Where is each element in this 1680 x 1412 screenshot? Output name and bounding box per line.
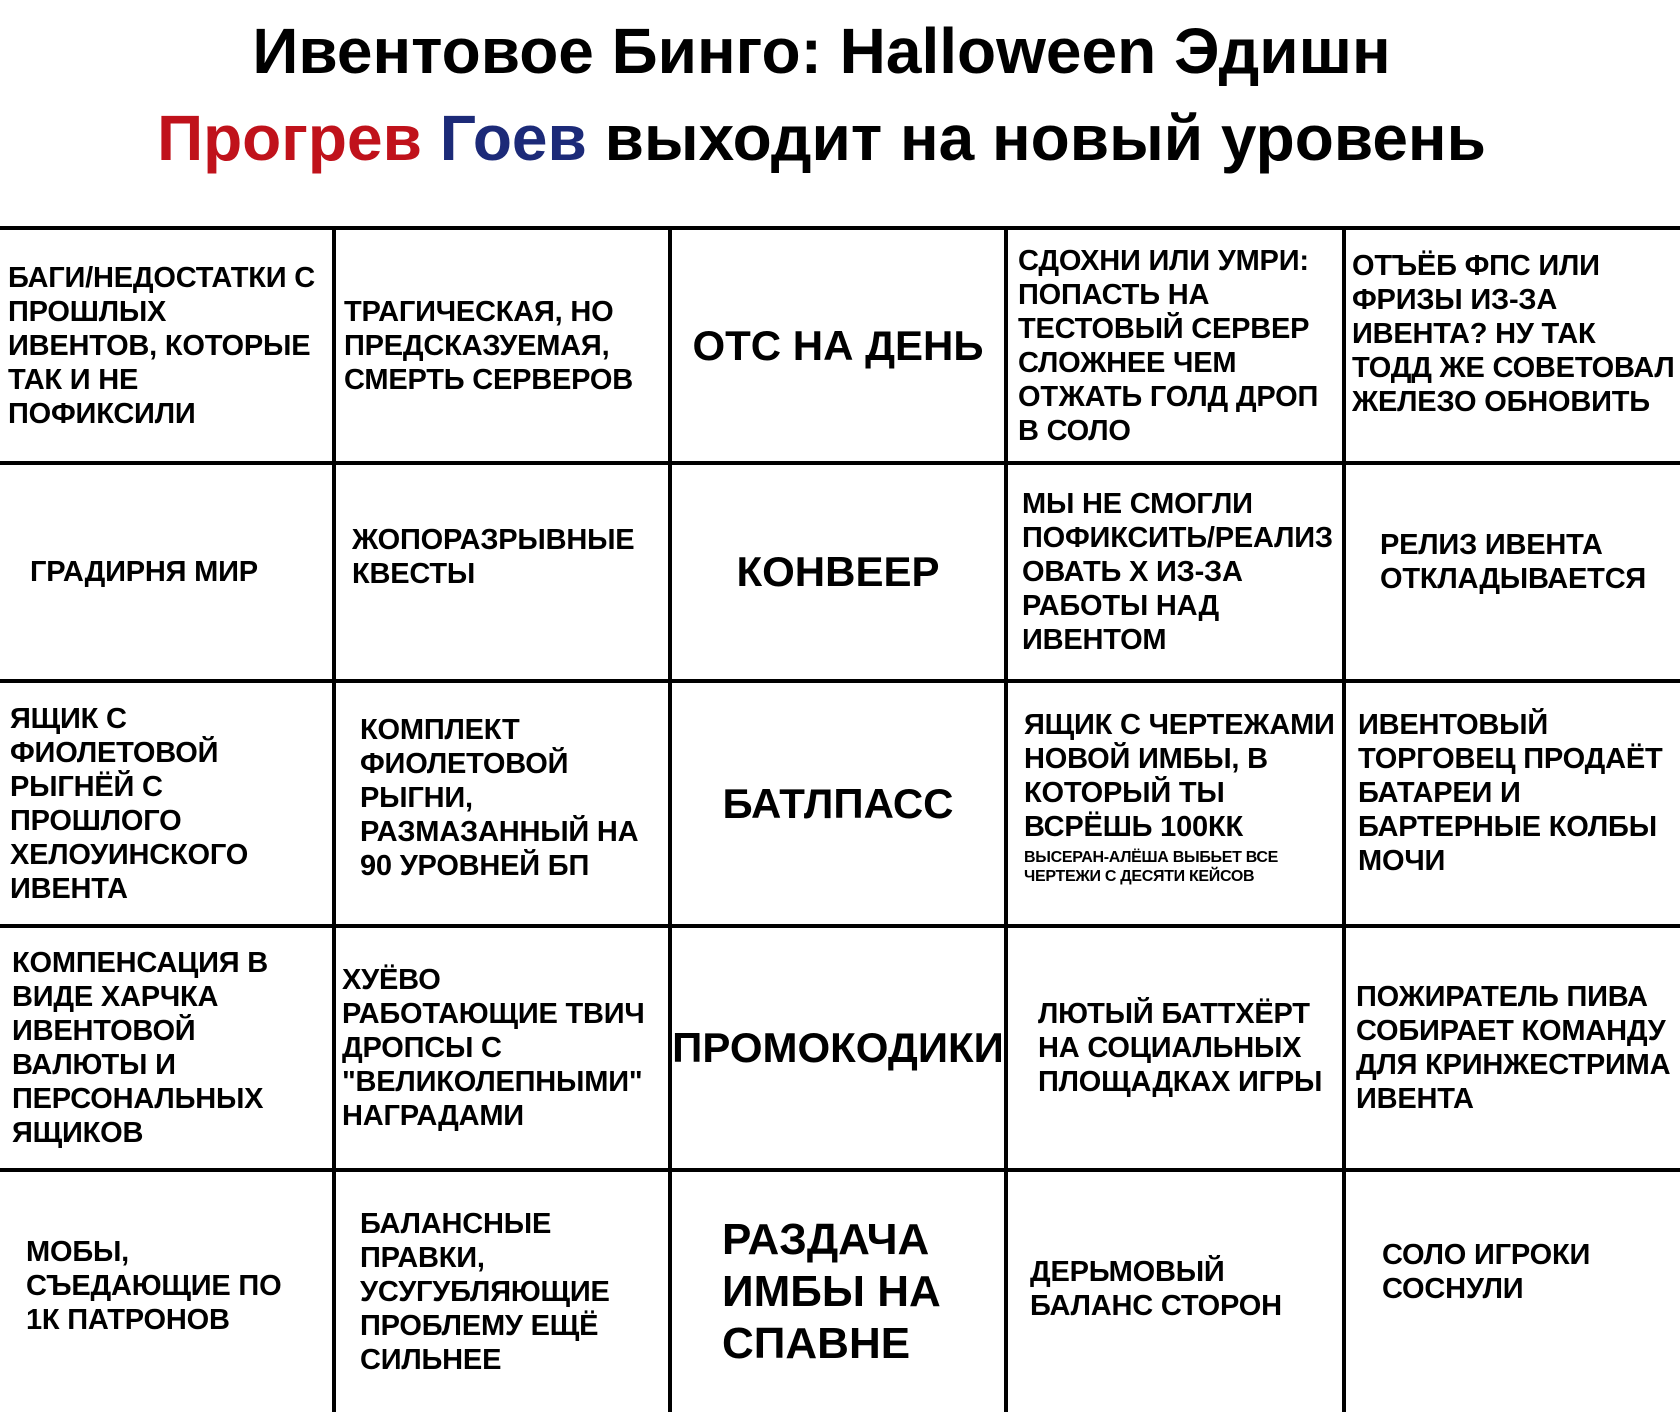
- bingo-cell: [1008, 230, 1346, 461]
- bingo-cell: [1346, 683, 1680, 924]
- bingo-cell: [1008, 465, 1346, 679]
- bingo-cell-text: МЫ НЕ СМОГЛИ ПОФИКСИТЬ/РЕАЛИЗ ОВАТЬ X ИЗ-ЗА РАБОТЫ НАД ИВЕНТОМ: [1022, 488, 1333, 656]
- bingo-cell-text: БАЛАНСНЫЕ ПРАВКИ, УСУГУБЛЯЮЩИЕ ПРОБЛЕМУ ЕЩЁ СИЛЬНЕЕ: [360, 1208, 610, 1376]
- bingo-cell: [0, 230, 336, 461]
- subtitle-rest: выходит на новый уровень: [604, 102, 1486, 174]
- bingo-cell: [1008, 928, 1346, 1168]
- bingo-cell: [672, 230, 1008, 461]
- bingo-cell: [0, 683, 336, 924]
- bingo-cell-text: ДЕРЬМОВЫЙ БАЛАНС СТОРОН: [1030, 1256, 1282, 1322]
- bingo-cell: [1346, 465, 1680, 679]
- bingo-cell-note: ВЫСЕРАН-АЛЁША ВЫБЬЕТ ВСЕ ЧЕРТЕЖИ С ДЕСЯТИ КЕЙСОВ: [1024, 848, 1278, 885]
- bingo-cell-text: ОТЪЁБ ФПС ИЛИ ФРИЗЫ ИЗ-ЗА ИВЕНТА? НУ ТАК ТОДД ЖЕ СОВЕТОВАЛ ЖЕЛЕЗО ОБНОВИТЬ: [1352, 249, 1675, 418]
- bingo-cell: [336, 683, 672, 924]
- bingo-cell: [0, 928, 336, 1168]
- bingo-cell-text: ЯЩИК С ЧЕРТЕЖАМИ НОВОЙ ИМБЫ, В КОТОРЫЙ ТЫ ВСРЁШЬ 100КК: [1024, 708, 1335, 843]
- bingo-cell: [1008, 1172, 1346, 1412]
- bingo-cell-text: РЕЛИЗ ИВЕНТА ОТКЛАДЫВАЕТСЯ: [1380, 529, 1647, 595]
- bingo-cell-text: МОБЫ, СЪЕДАЮЩИЕ ПО 1К ПАТРОНОВ: [26, 1236, 282, 1336]
- bingo-cell: [336, 465, 672, 679]
- bingo-cell-text: БАГИ/НЕДОСТАТКИ С ПРОШЛЫХ ИВЕНТОВ, КОТОРЫЕ ТАК И НЕ ПОФИКСИЛИ: [8, 261, 315, 430]
- bingo-cell: [336, 928, 672, 1168]
- bingo-cell: [672, 928, 1008, 1168]
- bingo-cell: [336, 1172, 672, 1412]
- bingo-cell-text: ЯЩИК С ФИОЛЕТОВОЙ РЫГНЁЙ С ПРОШЛОГО ХЕЛОУИНСКОГО ИВЕНТА: [10, 702, 249, 905]
- bingo-cell-text: БАТЛПАСС: [722, 779, 954, 827]
- bingo-row: [0, 230, 1680, 465]
- bingo-cell: [1346, 230, 1680, 461]
- bingo-grid: [0, 226, 1680, 1408]
- bingo-cell-text: РАЗДАЧА ИМБЫ НА СПАВНЕ: [722, 1215, 941, 1368]
- bingo-cell-text: ЛЮТЫЙ БАТТХЁРТ НА СОЦИАЛЬНЫХ ПЛОЩАДКАХ ИГРЫ: [1038, 998, 1323, 1098]
- bingo-row: [0, 928, 1680, 1172]
- bingo-cell-text: СОЛО ИГРОКИ СОСНУЛИ: [1382, 1239, 1591, 1305]
- bingo-row: [0, 683, 1680, 928]
- bingo-cell-text: КОМПЛЕКТ ФИОЛЕТОВОЙ РЫГНИ, РАЗМАЗАННЫЙ НА 90 УРОВНЕЙ БП: [360, 713, 639, 882]
- subtitle-word-red: Прогрев: [157, 102, 422, 174]
- bingo-cell: [336, 230, 672, 461]
- bingo-cell-text: ХУЁВО РАБОТАЮЩИЕ ТВИЧ ДРОПСЫ С "ВЕЛИКОЛЕПНЫМИ" НАГРАДАМИ: [342, 964, 645, 1132]
- bingo-cell-text: ОТС НА ДЕНЬ: [692, 321, 984, 369]
- bingo-cell: [0, 1172, 336, 1412]
- bingo-cell: [1346, 1172, 1680, 1412]
- bingo-cell-text: КОМПЕНСАЦИЯ В ВИДЕ ХАРЧКА ИВЕНТОВОЙ ВАЛЮТЫ И ПЕРСОНАЛЬНЫХ ЯЩИКОВ: [12, 947, 268, 1149]
- bingo-cell: [672, 465, 1008, 679]
- page-subtitle: [0, 101, 1643, 175]
- bingo-cell-text: ЖОПОРАЗРЫВНЫЕ КВЕСТЫ: [352, 524, 635, 590]
- bingo-cell-text: СДОХНИ ИЛИ УМРИ: ПОПАСТЬ НА ТЕСТОВЫЙ СЕРВЕР СЛОЖНЕЕ ЧЕМ ОТЖАТЬ ГОЛД ДРОП В СОЛО: [1018, 244, 1319, 447]
- bingo-cell: [0, 465, 336, 679]
- subtitle-word-blue: Гоев: [439, 102, 587, 174]
- page-title: Ивентовое Бинго: Halloween Эдишн: [252, 15, 1391, 87]
- bingo-row: [0, 465, 1680, 683]
- bingo-cell: [672, 683, 1008, 924]
- bingo-cell-text: ПОЖИРАТЕЛЬ ПИВА СОБИРАЕТ КОМАНДУ ДЛЯ КРИНЖЕСТРИМА ИВЕНТА: [1356, 981, 1671, 1115]
- bingo-cell-stack: [1008, 708, 1335, 886]
- bingo-cell: [672, 1172, 1008, 1412]
- bingo-cell-text: ИВЕНТОВЫЙ ТОРГОВЕЦ ПРОДАЁТ БАТАРЕИ И БАРТЕРНЫЕ КОЛБЫ МОЧИ: [1358, 708, 1663, 877]
- bingo-row: [0, 1172, 1680, 1412]
- bingo-cell-text: ПРОМОКОДИКИ: [672, 1024, 1004, 1071]
- bingo-cell-text: КОНВЕЕР: [736, 548, 940, 595]
- bingo-cell-text: ГРАДИРНЯ МИР: [30, 556, 258, 588]
- bingo-cell-text: ТРАГИЧЕСКАЯ, НО ПРЕДСКАЗУЕМАЯ, СМЕРТЬ СЕРВЕРОВ: [344, 295, 634, 396]
- bingo-cell: [1008, 683, 1346, 924]
- bingo-cell: [1346, 928, 1680, 1168]
